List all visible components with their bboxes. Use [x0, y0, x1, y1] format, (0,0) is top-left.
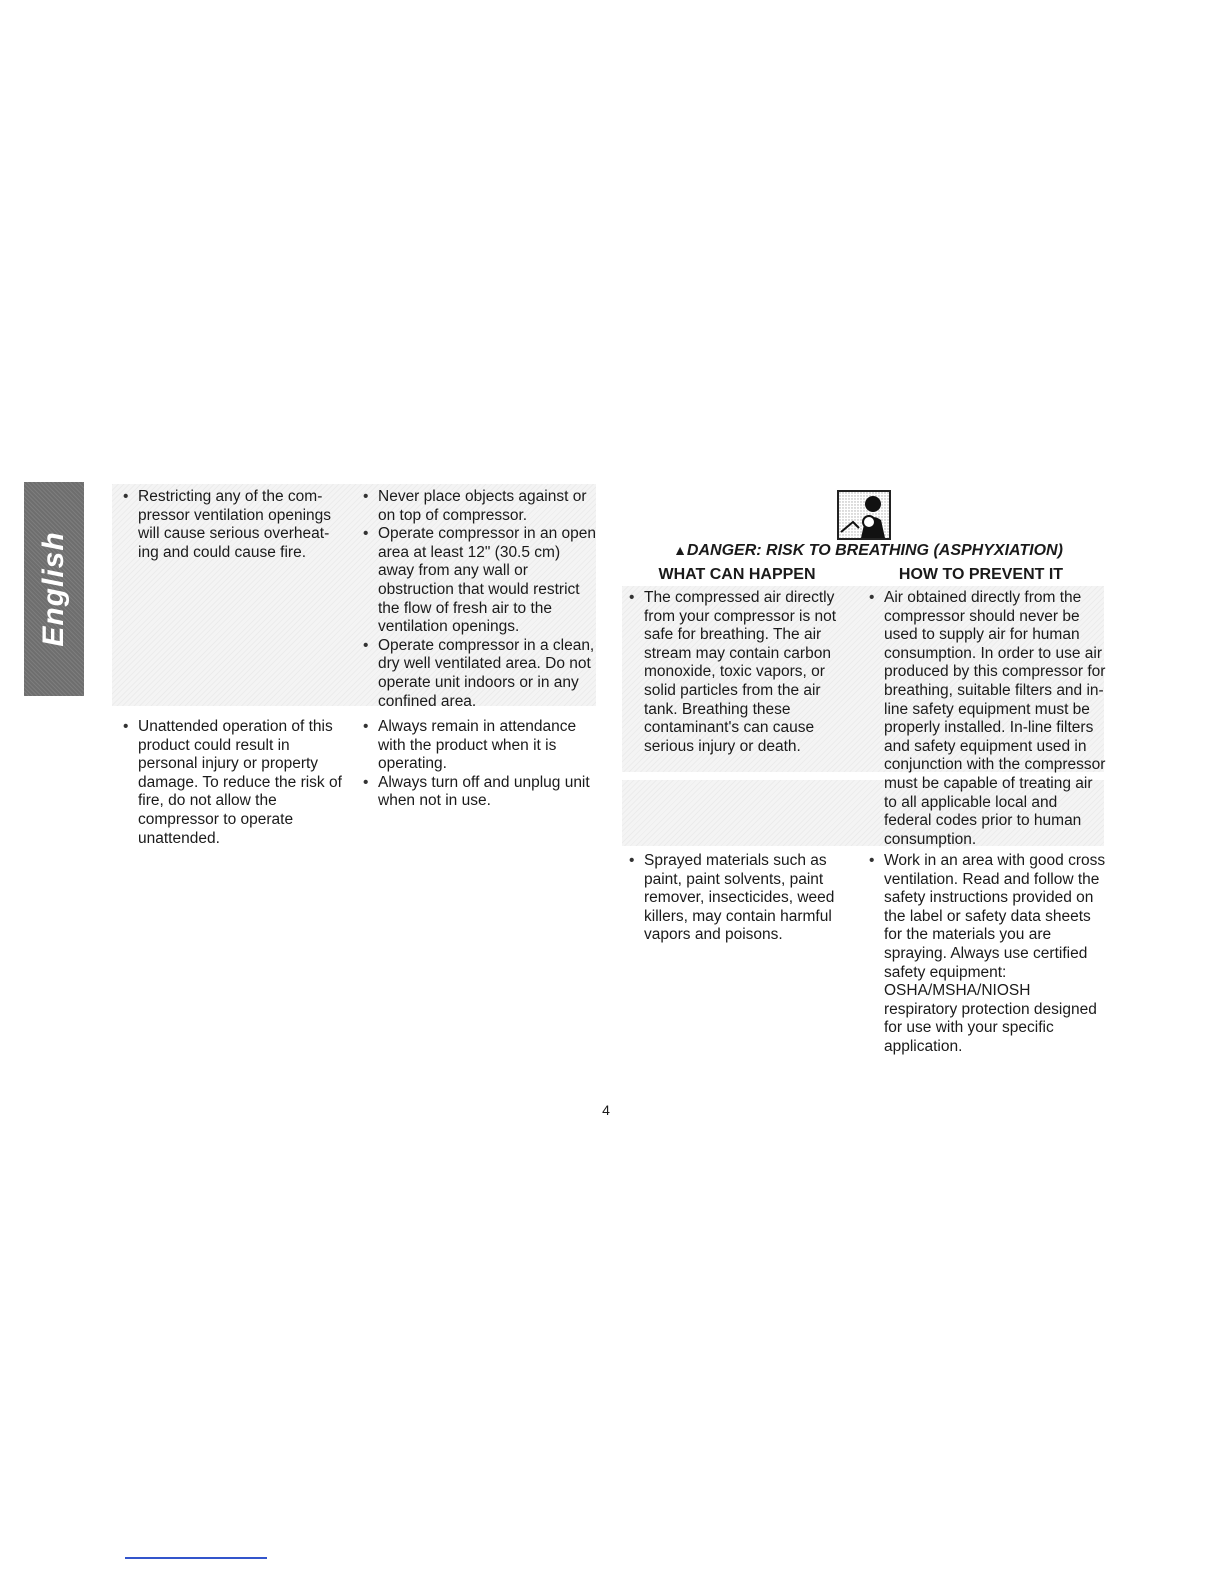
- page-number: 4: [602, 1102, 610, 1118]
- bullet-item: • Operate compressor in an open area at least 12" (30.5 cm) away from any wall or obstruction that would restrict the flow of fresh air to the ventilation openings.: [360, 525, 596, 637]
- left-col2-top: [360, 488, 596, 711]
- warning-triangle-icon: ▲: [673, 542, 687, 558]
- bullet-item: • The compressed air directly from your compressor is not safe for breathing. The air stream may contain carbon monoxide, toxic vapors, or solid particles from the air tank. Breathing these contaminant's can cause serious injury or death.: [626, 589, 852, 756]
- danger-happen-2: [626, 852, 852, 945]
- bullet-item: • Always remain in attendance with the product when it is operating.: [360, 718, 596, 774]
- how-to-prevent-heading: HOW TO PREVENT IT: [898, 566, 1064, 583]
- danger-title-text: DANGER: RISK TO BREATHING (ASPHYXIATION): [686, 542, 1063, 559]
- bullet-item: • Work in an area with good cross ventilation. Read and follow the safety instructions provided on the label or safety data sheets for the materials you are spraying. Always use certified safety equipment: OSHA/MSHA/NIOSH respiratory protection designed for use with your specific application.: [866, 852, 1106, 1057]
- respirator-warning-icon: [837, 490, 891, 540]
- bullet-item: • Air obtained directly from the compressor should never be used to supply air for human consumption. In order to use air produced by this compressor for breathing, suitable filters and in-line safety equipment must be properly installed. In-line filters and safety equipment used in conjunction with the compressor must be capable of treating air to all applicable local and federal codes prior to human consumption.: [866, 589, 1106, 849]
- language-side-tab: [24, 482, 84, 696]
- footer-rule: [125, 1557, 267, 1559]
- bullet-item: • Sprayed materials such as paint, paint solvents, paint remover, insecticides, weed killers, may contain harmful vapors and poisons.: [626, 852, 852, 945]
- left-col1-top: [120, 488, 342, 562]
- left-col1-bottom: [120, 718, 342, 848]
- language-tab-label: English: [37, 531, 70, 647]
- bullet-item: • Never place objects against or on top of compressor.: [360, 488, 596, 525]
- bullet-item: • Unattended operation of this product could result in personal injury or property damage. To reduce the risk of fire, do not allow the compressor to operate unattended.: [120, 718, 342, 848]
- danger-prevent-1: [866, 589, 1106, 849]
- danger-prevent-2: [866, 852, 1106, 1057]
- danger-title: [612, 542, 1124, 560]
- danger-happen-1: [626, 589, 852, 756]
- what-can-happen-heading: WHAT CAN HAPPEN: [658, 566, 816, 583]
- bullet-item: • Always turn off and unplug unit when not in use.: [360, 774, 596, 811]
- left-col2-bottom: [360, 718, 596, 811]
- bullet-item: • Restricting any of the com-pressor ventilation openings will cause serious overheat-ing and could cause fire.: [120, 488, 342, 562]
- bullet-item: • Operate compressor in a clean, dry well ventilated area. Do not operate unit indoors or in any confined area.: [360, 637, 596, 711]
